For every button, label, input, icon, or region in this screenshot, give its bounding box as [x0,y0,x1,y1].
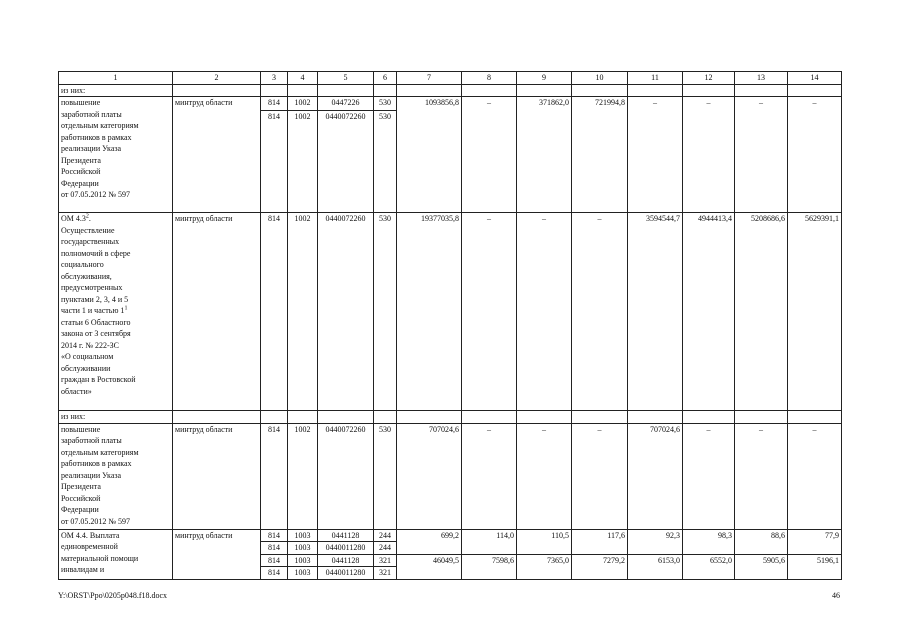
cell: – [462,213,517,411]
table-row [59,213,842,411]
cell: 7279,2 [572,554,628,579]
cell: 1002 [288,423,318,529]
cell: 814 [261,554,288,567]
cell: 707024,6 [628,423,683,529]
cell: 4944413,4 [683,213,735,411]
col-header: 9 [517,72,572,85]
col-header: 10 [572,72,628,85]
cell: 114,0 [462,529,517,554]
cell: 92,3 [628,529,683,554]
cell: 0441128 [318,554,374,567]
cell: 117,6 [572,529,628,554]
cell: 5905,6 [735,554,788,579]
cell: 19377035,8 [397,213,462,411]
iz-nih-row [59,84,842,97]
cell: 244 [374,542,397,555]
cell: 88,6 [735,529,788,554]
col-header: 1 [59,72,173,85]
cell: 814 [261,423,288,529]
cell: 0441128 [318,529,374,542]
cell: 707024,6 [397,423,462,529]
col-header: 13 [735,72,788,85]
measure-name: ОМ $4.3^2$. Осуществление государственных полномочий в сфере социального обслуживания, предусмотренных пунктами 2, 3, 4 и 5 части 1 и частью $1^1$ статьи 6 Областного закона от 3 сентября 2014 г. № 222-ЗС «О социальном обслуживании граждан в Ростовской области» [59,213,173,411]
cell: 1003 [288,567,318,580]
cell: 5208686,6 [735,213,788,411]
cell: 6153,0 [628,554,683,579]
cell: 814 [261,542,288,555]
cell: 321 [374,554,397,567]
cell: 321 [374,567,397,580]
cell: – [572,423,628,529]
cell: 0440011280 [318,542,374,555]
cell: 244 [374,529,397,542]
iz-nih-label: из них: [59,84,173,97]
cell: 7365,0 [517,554,572,579]
cell: – [517,213,572,411]
cell: 530 [374,97,397,111]
cell: – [788,423,842,529]
cell: 98,3 [683,529,735,554]
cell: – [517,423,572,529]
cell: – [462,97,517,213]
cell: 3594544,7 [628,213,683,411]
executor: минтруд области [173,213,261,411]
cell: – [788,97,842,213]
cell: 1003 [288,542,318,555]
cell: 5629391,1 [788,213,842,411]
cell: 46049,5 [397,554,462,579]
col-header: 14 [788,72,842,85]
cell: 371862,0 [517,97,572,213]
cell: 77,9 [788,529,842,554]
file-path: Y:\ORST\Ppo\0205p048.f18.docx [58,591,168,600]
cell: – [462,423,517,529]
measure-name: повышение заработной платы отдельным категориям работников в рамках реализации Указа Президента Российской Федерации от 07.05.2012 № 597 [59,97,173,213]
cell: 699,2 [397,529,462,554]
budget-table [58,71,842,580]
col-header: 3 [261,72,288,85]
iz-nih-row [59,411,842,424]
cell: 7598,6 [462,554,517,579]
cell: – [628,97,683,213]
cell: 1002 [288,111,318,213]
executor: минтруд области [173,97,261,213]
cell: 0440011280 [318,567,374,580]
executor: минтруд области [173,529,261,579]
cell: 814 [261,529,288,542]
cell: 0447226 [318,97,374,111]
col-header: 8 [462,72,517,85]
cell: 0440072260 [318,213,374,411]
col-header: 2 [173,72,261,85]
cell: 5196,1 [788,554,842,579]
cell: – [735,423,788,529]
table-row [59,423,842,529]
cell: 0440072260 [318,111,374,213]
cell: 814 [261,97,288,111]
cell: 530 [374,111,397,213]
cell: – [683,97,735,213]
cell: 0440072260 [318,423,374,529]
measure-name: ОМ 4.4. Выплата единовременной материальной помощи инвалидам и [59,529,173,579]
column-number-row [59,72,842,85]
cell: 1002 [288,213,318,411]
cell: 814 [261,213,288,411]
col-header: 12 [683,72,735,85]
cell: 721994,8 [572,97,628,213]
col-header: 5 [318,72,374,85]
col-header: 11 [628,72,683,85]
cell: – [683,423,735,529]
table-row [59,529,842,542]
col-header: 7 [397,72,462,85]
page-number: 46 [832,591,840,600]
cell: – [735,97,788,213]
cell: 1002 [288,97,318,111]
table-row [59,97,842,111]
col-header: 6 [374,72,397,85]
cell: 6552,0 [683,554,735,579]
cell: 530 [374,213,397,411]
executor: минтруд области [173,423,261,529]
measure-name: повышение заработной платы отдельным категориям работников в рамках реализации Указа Президента Российской Федерации от 07.05.2012 № 597 [59,423,173,529]
cell: 1093856,8 [397,97,462,213]
col-header: 4 [288,72,318,85]
cell: 814 [261,567,288,580]
cell: – [572,213,628,411]
cell: 1003 [288,554,318,567]
cell: 110,5 [517,529,572,554]
iz-nih-label: из них: [59,411,173,424]
cell: 530 [374,423,397,529]
cell: 1003 [288,529,318,542]
cell: 814 [261,111,288,213]
